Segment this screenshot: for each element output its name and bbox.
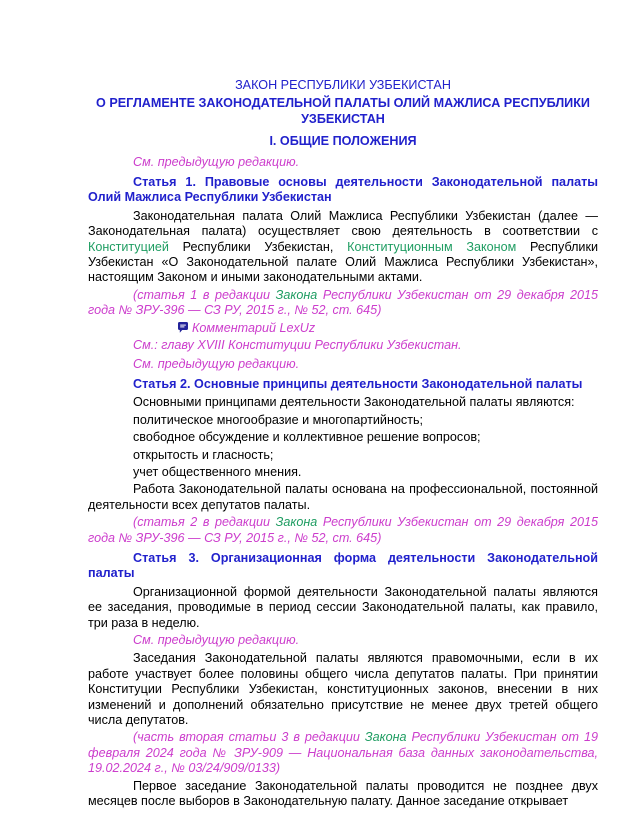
text-run: (часть вторая статьи 3 в редакции bbox=[133, 730, 365, 745]
text-run: Республики Узбекистан от 29 декабря 2015 года № ЗРУ-396 — СЗ РУ, 2015 г., № 52, ст. 645) bbox=[88, 287, 598, 318]
text-run: (статья 1 в редакции bbox=[133, 287, 276, 302]
article-2-paragraph-intro: Основными принципами деятельности Законодательной палаты являются: bbox=[133, 395, 575, 410]
article-1-amendment-note bbox=[88, 288, 598, 319]
article-1-reference-note: См.: главу XVIII Конституции Республики Узбекистан. bbox=[133, 338, 462, 353]
article-3-amendment-note bbox=[88, 730, 598, 776]
law-link[interactable]: Закона bbox=[275, 515, 318, 530]
law-link[interactable]: Закона bbox=[275, 287, 318, 302]
article-2-principle-item: открытость и гласность; bbox=[133, 447, 274, 462]
article-3-paragraph-2: Заседания Законодательной палаты являются правомочными, если в их работе участвует более половины общего числа депутатов палаты. При принятии Конституции Республики Узбекистан, конституционных законов, внесении в них изменений и дополнений обязательно присутствие не менее двух третей общего числа депутатов. bbox=[88, 651, 598, 728]
text-run: Республики Узбекистан, bbox=[168, 239, 348, 254]
text-run: Законодательная палата Олий Мажлиса Республики Узбекистан (далее — Законодательная палата) осуществляет свою деятельность в соответствии с bbox=[88, 208, 598, 239]
article-2-paragraph-work: Работа Законодательной палаты основана на профессиональной, постоянной деятельности всех депутатов палаты. bbox=[88, 482, 598, 512]
see-previous-edition-link-3[interactable]: См. предыдущую редакцию. bbox=[133, 633, 300, 647]
document-title: ЗАКОН РЕСПУБЛИКИ УЗБЕКИСТАН bbox=[235, 78, 451, 92]
text-run: Республики Узбекистан от 29 декабря 2015 года № ЗРУ-396 — СЗ РУ, 2015 г., № 52, ст. 645) bbox=[88, 515, 598, 545]
article-2-heading: Статья 2. Основные принципы деятельности Законодательной палаты bbox=[133, 376, 583, 391]
see-previous-edition-link-2[interactable]: См. предыдущую редакцию. bbox=[133, 356, 300, 371]
text-run: Республики Узбекистан «О Законодательной палате Олий Мажлиса Республики Узбекистан», настоящим Законом и иными законодательными актами. bbox=[88, 239, 599, 285]
constitutional-law-link[interactable]: Конституционным Законом bbox=[347, 239, 517, 254]
article-2-principle-item: свободное обсуждение и коллективное решение вопросов; bbox=[133, 430, 481, 445]
article-3-paragraph-3: Первое заседание Законодательной палаты проводится не позднее двух месяцев после выборов в Законодательную палату. Данное заседание открывает bbox=[88, 778, 598, 809]
text-run: (статья 2 в редакции bbox=[133, 515, 276, 530]
article-2-principle-item: политическое многообразие и многопартийность; bbox=[133, 412, 424, 427]
law-link[interactable]: Закона bbox=[364, 730, 407, 745]
constitution-link[interactable]: Конституцией bbox=[88, 239, 169, 254]
article-1-heading: Статья 1. Правовые основы деятельности Законодательной палаты Олий Мажлиса Республики Узбекистан bbox=[88, 175, 598, 205]
article-2-principle-item: учет общественного мнения. bbox=[133, 464, 302, 479]
lexuz-comment bbox=[88, 321, 598, 336]
see-previous-edition-link-1[interactable]: См. предыдущую редакцию. bbox=[133, 154, 300, 169]
lexuz-comment-link[interactable]: Комментарий LexUz bbox=[192, 320, 316, 335]
article-3-heading: Статья 3. Организационная форма деятельности Законодательной палаты bbox=[88, 550, 598, 581]
lexuz-comment-icon bbox=[133, 322, 188, 333]
text-run: Республики Узбекистан от 19 февраля 2024 года № ЗРУ-909 — Национальная база данных законодательства, 19.02.2024 г., № 03/24/909/0133) bbox=[88, 730, 598, 776]
chapter-1-heading: I. ОБЩИЕ ПОЛОЖЕНИЯ bbox=[269, 134, 417, 149]
article-3-paragraph-1: Организационной формой деятельности Законодательной палаты являются ее заседания, проводимые в период сессии Законодательной палаты, как правило, три раза в неделю. bbox=[88, 584, 598, 630]
article-2-amendment-note bbox=[88, 515, 598, 546]
document-subtitle: О РЕГЛАМЕНТЕ ЗАКОНОДАТЕЛЬНОЙ ПАЛАТЫ ОЛИЙ МАЖЛИСА РЕСПУБЛИКИ УЗБЕКИСТАН bbox=[96, 96, 590, 126]
article-1-paragraph bbox=[88, 209, 598, 286]
